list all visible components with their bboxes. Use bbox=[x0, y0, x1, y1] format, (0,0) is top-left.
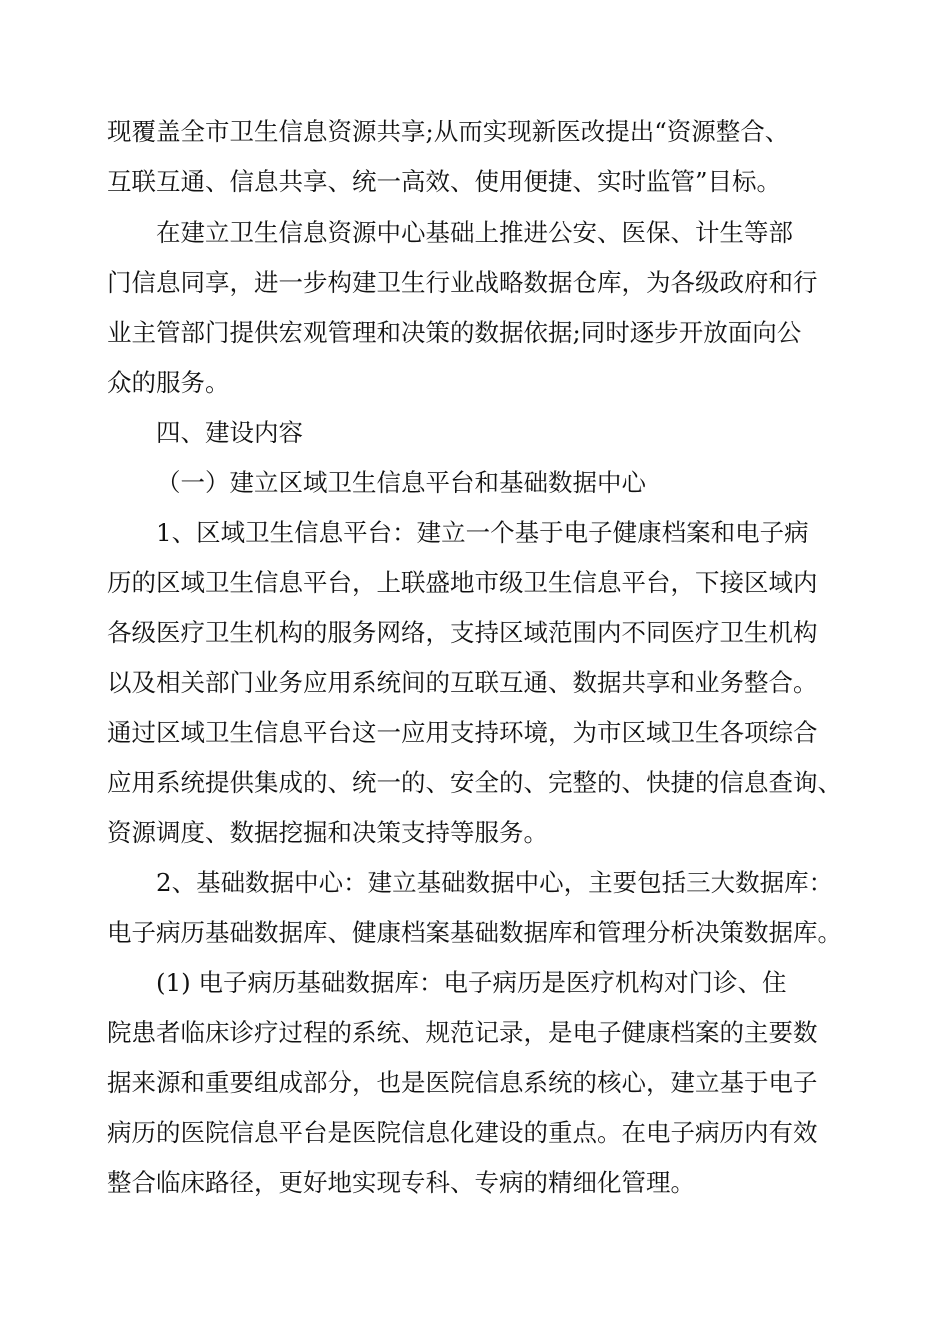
text-line: 历的区域卫生信息平台，上联盛地市级卫生信息平台，下接区域内 bbox=[107, 568, 818, 597]
text-line: 院患者临床诊疗过程的系统、规范记录，是电子健康档案的主要数 bbox=[107, 1018, 818, 1047]
text-line: 互联互通、信息共享、统一高效、使用便捷、实时监管”目标。 bbox=[107, 167, 782, 196]
text-line: 在建立卫生信息资源中心基础上推进公安、医保、计生等部 bbox=[156, 218, 793, 247]
text-line: 众的服务。 bbox=[107, 368, 230, 397]
text-line: 业主管部门提供宏观管理和决策的数据依据;同时逐步开放面向公 bbox=[107, 318, 802, 347]
text-line: 门信息同享，进一步构建卫生行业战略数据仓库，为各级政府和行 bbox=[107, 268, 818, 297]
text-line: 应用系统提供集成的、统一的、安全的、完整的、快捷的信息查询、 bbox=[107, 768, 842, 797]
text-line: 电子病历基础数据库、健康档案基础数据库和管理分析决策数据库。 bbox=[107, 918, 842, 947]
text-line: 2、基础数据中心：建立基础数据中心，主要包括三大数据库： bbox=[156, 868, 834, 897]
text-line: 现覆盖全市卫生信息资源共享;从而实现新医改提出“资源整合、 bbox=[107, 117, 790, 146]
text-line: 据来源和重要组成部分，也是医院信息系统的核心，建立基于电子 bbox=[107, 1068, 818, 1097]
text-line: 整合临床路径，更好地实现专科、专病的精细化管理。 bbox=[107, 1168, 695, 1197]
section-heading: 四、建设内容 bbox=[156, 418, 303, 447]
subsection-heading: （一）建立区域卫生信息平台和基础数据中心 bbox=[156, 468, 646, 497]
text-line: 以及相关部门业务应用系统间的互联互通、数据共享和业务整合。 bbox=[107, 668, 818, 697]
text-line: 资源调度、数据挖掘和决策支持等服务。 bbox=[107, 818, 548, 847]
text-line: 各级医疗卫生机构的服务网络，支持区域范围内不同医疗卫生机构 bbox=[107, 618, 818, 647]
text-line: 通过区域卫生信息平台这一应用支持环境，为市区域卫生各项综合 bbox=[107, 718, 818, 747]
text-line: 1、区域卫生信息平台：建立一个基于电子健康档案和电子病 bbox=[156, 518, 809, 547]
text-line: (1) 电子病历基础数据库：电子病历是医疗机构对门诊、住 bbox=[156, 968, 787, 997]
text-line: 病历的医院信息平台是医院信息化建设的重点。在电子病历内有效 bbox=[107, 1118, 818, 1147]
